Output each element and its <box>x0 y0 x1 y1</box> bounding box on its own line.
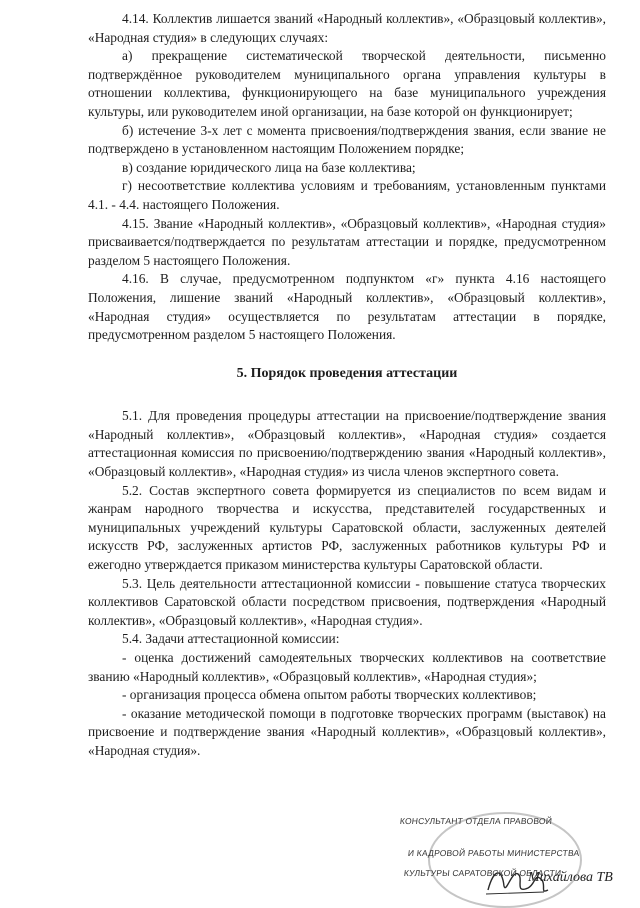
paragraph-4-16: 4.16. В случае, предусмотренном подпунктом «г» пункта 4.16 настоящего Положения, лишение званий «Народный коллектив», «Образцовый коллектив», «Народная студия» осуществляется по результатам аттестации в порядке, предусмотренном разделом 5 настоящего Положения. <box>88 271 606 343</box>
paragraph-4-14: 4.14. Коллектив лишается званий «Народный коллектив», «Образцовый коллектив», «Народная студия» в следующих случаях: <box>88 11 606 45</box>
paragraph-4-15: 4.15. Звание «Народный коллектив», «Образцовый коллектив», «Народная студия» присваивается/подтверждается по результатам аттестации и порядке, предусмотренном разделом 5 настоящего Положения. <box>88 215 606 268</box>
paragraph-5-1: 5.1. Для проведения процедуры аттестации на присвоение/подтверждение звания «Народный коллектив», «Образцовый коллектив», «Народная студия» создается аттестационная комиссия по присвоению/подтверждению звания «Народный коллектив», «Образцовый коллектив», «Народная студия» из числа членов экспертного совета. <box>88 408 606 480</box>
stamp-line-ministry: КУЛЬТУРЫ САРАТОВСКОЙ ОБЛАСТИ <box>403 868 562 878</box>
list-item-methodical-help: - оказание методической помощи в подготовке творческих программ (выставок) на присвоение и подтверждение звания «Народный коллектив», «Образцовый коллектив», «Народная студия». <box>88 705 606 758</box>
paragraph-4-14-a: а) прекращение систематической творческой деятельности, письменно подтверждённое руководителем муниципального органа управления культуры в отношении коллектива, функционирующего на базе муниципального учреждения культуры, или руководителем иной организации, на базе которой он функционирует; <box>88 48 606 119</box>
stamp-line-position: КОНСУЛЬТАНТ ОТДЕЛА ПРАВОВОЙ <box>399 816 553 826</box>
paragraph-5-3: 5.3. Цель деятельности аттестационной комиссии - повышение статуса творческих коллективов Саратовской области посредством присвоения, подтверждения «Народный коллектив», «Образцовый коллектив», «Народная студия». <box>88 575 606 628</box>
paragraph-4-14-b: б) истечение 3-х лет с момента присвоения/подтверждения звания, если звание не подтверждено в установленном настоящим Положением порядке; <box>88 122 606 157</box>
section-heading: 5. Порядок проведения аттестации <box>236 365 458 381</box>
stamp-line-department: И КАДРОВОЙ РАБОТЫ МИНИСТЕРСТВА <box>407 848 581 858</box>
approval-stamp <box>400 812 630 902</box>
list-item-evaluation: - оценка достижений самодеятельных творческих коллективов на соответствие званию «Народный коллектив», «Образцовый коллектив», «Народная студия»; <box>88 650 606 684</box>
paragraph-5-2: 5.2. Состав экспертного совета формируется из специалистов по всем видам и жанрам народного творчества и искусства, представителей государственных и муниципальных учреждений культуры Саратовской области, заслуженных деятелей искусств РФ, заслуженных артистов РФ, заслуженных работников культуры РФ и ежегодно утверждается приказом министерства культуры Саратовской области. <box>88 482 606 573</box>
signature-name: Михайлова ТВ <box>528 870 613 885</box>
list-item-experience: - организация процесса обмена опытом работы творческих коллективов; <box>122 687 537 703</box>
paragraph-5-4: 5.4. Задачи аттестационной комиссии: <box>122 631 340 647</box>
document-body <box>88 10 606 761</box>
paragraph-4-14-g: г) несоответствие коллектива условиям и требованиям, установленным пунктами 4.1. - 4.4. настоящего Положения. <box>88 178 606 212</box>
paragraph-4-14-v: в) создание юридического лица на базе коллектива; <box>122 159 416 175</box>
